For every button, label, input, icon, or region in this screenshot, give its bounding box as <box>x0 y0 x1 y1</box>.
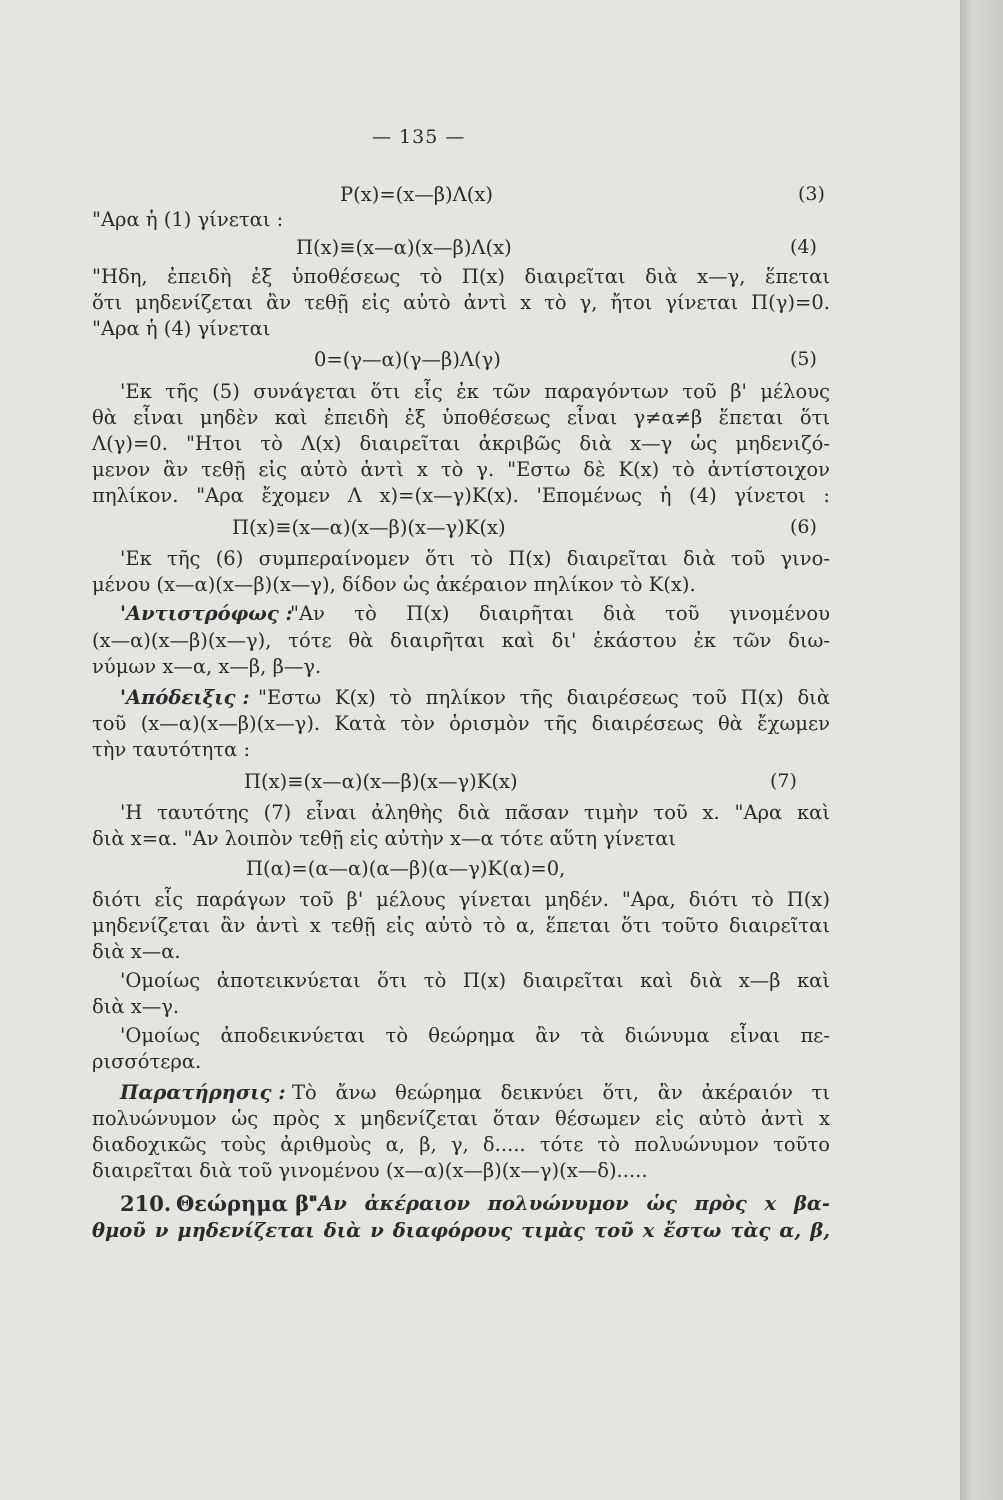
text-line: μένου (x—α)(x—β)(x—γ), δίδον ὡς ἀκέραιον πηλίκον τὸ K(x). <box>92 573 696 596</box>
text-line: πηλίκον. "Αρα ἔχομεν Λ x)=(x—γ)K(x). 'Επομένως ἡ (4) γίνετοι : <box>92 484 830 507</box>
text-line: μενον ἂν τεθῇ εἰς αὐτὸ ἀντὶ x τὸ γ. "Εστω δὲ K(x) τὸ ἀντίστοιχον <box>92 458 830 481</box>
equation-5: 0=(γ—α)(γ—β)Λ(γ) <box>314 348 501 371</box>
equation-3: P(x)=(x—β)Λ(x) <box>340 183 493 206</box>
text-line: πολυώνυμον ὡς πρὸς x μηδενίζεται ὅταν θέσωμεν εἰς αὐτὸ ἀντὶ x <box>92 1107 830 1130</box>
text-line: 'Ομοίως ἀποτεικνύεται ὅτι τὸ Π(x) διαιρεῖται καὶ διὰ x—β καὶ <box>120 969 830 992</box>
text-line: νύμων x—α, x—β, β—γ. <box>92 655 322 678</box>
text-line: Λ(γ)=0. "Ητοι τὸ Λ(x) διαιρεῖται ἀκριβῶς διὰ x—γ ὡς μηδενιζό- <box>92 432 830 455</box>
text-line: διὰ x—α. <box>92 940 181 963</box>
section-number: 210. <box>120 1191 172 1216</box>
text-line: διὰ x=α. "Αν λοιπὸν τεθῇ εἰς αὐτὴν x—α τότε αὕτη γίνεται <box>92 827 677 850</box>
text-line: "Αρα ἡ (4) γίνεται <box>92 317 271 340</box>
equation-4-number: (4) <box>790 236 817 258</box>
heading-remark: Παρατήρησις : <box>120 1081 286 1104</box>
text-line: διαδοχικῶς τοὺς ἀριθμοὺς α, β, γ, δ..... τότε τὸ πολυώνυμον τοῦτο <box>92 1133 830 1156</box>
equation-6: Π(x)≡(x—α)(x—β)(x—γ)K(x) <box>232 516 506 539</box>
page-edge <box>960 0 1003 1500</box>
text-line: ὅτι μηδενίζεται ἂν τεθῇ εἰς αὐτὸ ἀντὶ x τὸ γ, ἤτοι γίνεται Π(γ)=0. <box>92 291 830 314</box>
text-line: 'Η ταυτότης (7) εἶναι ἀληθὴς διὰ πᾶσαν τιμὴν τοῦ x. "Αρα καὶ <box>120 801 830 824</box>
text-line: διότι εἷς παράγων τοῦ β' μέλους γίνεται μηδέν. "Αρα, διότι τὸ Π(x) <box>92 888 830 911</box>
text-line: "Αρα ἡ (1) γίνεται : <box>92 208 284 231</box>
equation-3-number: (3) <box>798 183 825 205</box>
text-line: 'Ομοίως ἀποδεικνύεται τὸ θεώρημα ἂν τὰ διώνυμα εἶναι πε- <box>120 1024 830 1047</box>
equation-7-number: (7) <box>770 770 797 792</box>
text-line: 'Εκ τῆς (6) συμπεραίνομεν ὅτι τὸ Π(x) διαιρεῖται διὰ τοῦ γινο- <box>120 547 830 570</box>
text-line: (x—α)(x—β)(x—γ), τότε θὰ διαιρῆται καὶ δι' ἑκάστου ἐκ τῶν διω- <box>92 629 830 652</box>
text-line: "Ηδη, ἐπειδὴ ἐξ ὑποθέσεως τὸ Π(x) διαιρεῖται διὰ x—γ, ἕπεται <box>92 265 830 288</box>
text-line: θὰ εἶναι μηδὲν καὶ ἐπειδὴ ἐξ ὑποθέσεως εἶναι γ≠α≠β ἕπεται ὅτι <box>92 406 830 429</box>
equation-7: Π(x)≡(x—α)(x—β)(x—γ)K(x) <box>244 770 518 793</box>
equation-6-number: (6) <box>790 516 817 538</box>
text-line: "Αν ἀκέραιον πολυώνυμον ὡς πρὸς x βα- <box>308 1192 830 1215</box>
equation-4: Π(x)≡(x—α)(x—β)Λ(x) <box>296 236 512 259</box>
heading-proof: 'Απόδειξις : <box>120 686 250 709</box>
text-line: ρισσότερα. <box>92 1050 202 1073</box>
text-line: τοῦ (x—α)(x—β)(x—γ). Κατὰ τὸν ὁρισμὸν τῆς διαιρέσεως θὰ ἔχωμεν <box>92 712 830 735</box>
text-line: μηδενίζεται ἂν ἀντὶ x τεθῇ εἰς αὐτὸ τὸ α, ἕπεται ὅτι τοῦτο διαιρεῖται <box>92 914 830 937</box>
text-line: τὴν ταυτότητα : <box>92 738 251 761</box>
text-line: "Εστω K(x) τὸ πηλίκον τῆς διαιρέσεως τοῦ Π(x) διὰ <box>258 686 830 709</box>
page-number: — 135 — <box>372 126 466 148</box>
text-line: διαιρεῖται διὰ τοῦ γινομένου (x—α)(x—β)(x—γ)(x—δ)..... <box>92 1159 648 1182</box>
text-line: διὰ x—γ. <box>92 995 180 1018</box>
equation-5-number: (5) <box>790 348 817 370</box>
text-line: θμοῦ ν μηδενίζεται διὰ ν διαφόρους τιμὰς τοῦ x ἔστω τὰς α, β, <box>92 1219 830 1242</box>
text-line: 'Εκ τῆς (5) συνάγεται ὅτι εἷς ἐκ τῶν παραγόντων τοῦ β' μέλους <box>120 380 830 403</box>
equation-8: Π(α)=(α—α)(α—β)(α—γ)K(α)=0, <box>246 857 566 880</box>
text-line: Τὸ ἄνω θεώρημα δεικνύει ὅτι, ἂν ἀκέραιόν τι <box>292 1081 830 1104</box>
theorem-title: Θεώρημα β'. <box>176 1191 323 1216</box>
text-line: "Αν τὸ Π(x) διαιρῆται διὰ τοῦ γινομένου <box>290 602 830 625</box>
heading-converse: 'Αντιστρόφως : <box>120 602 293 625</box>
